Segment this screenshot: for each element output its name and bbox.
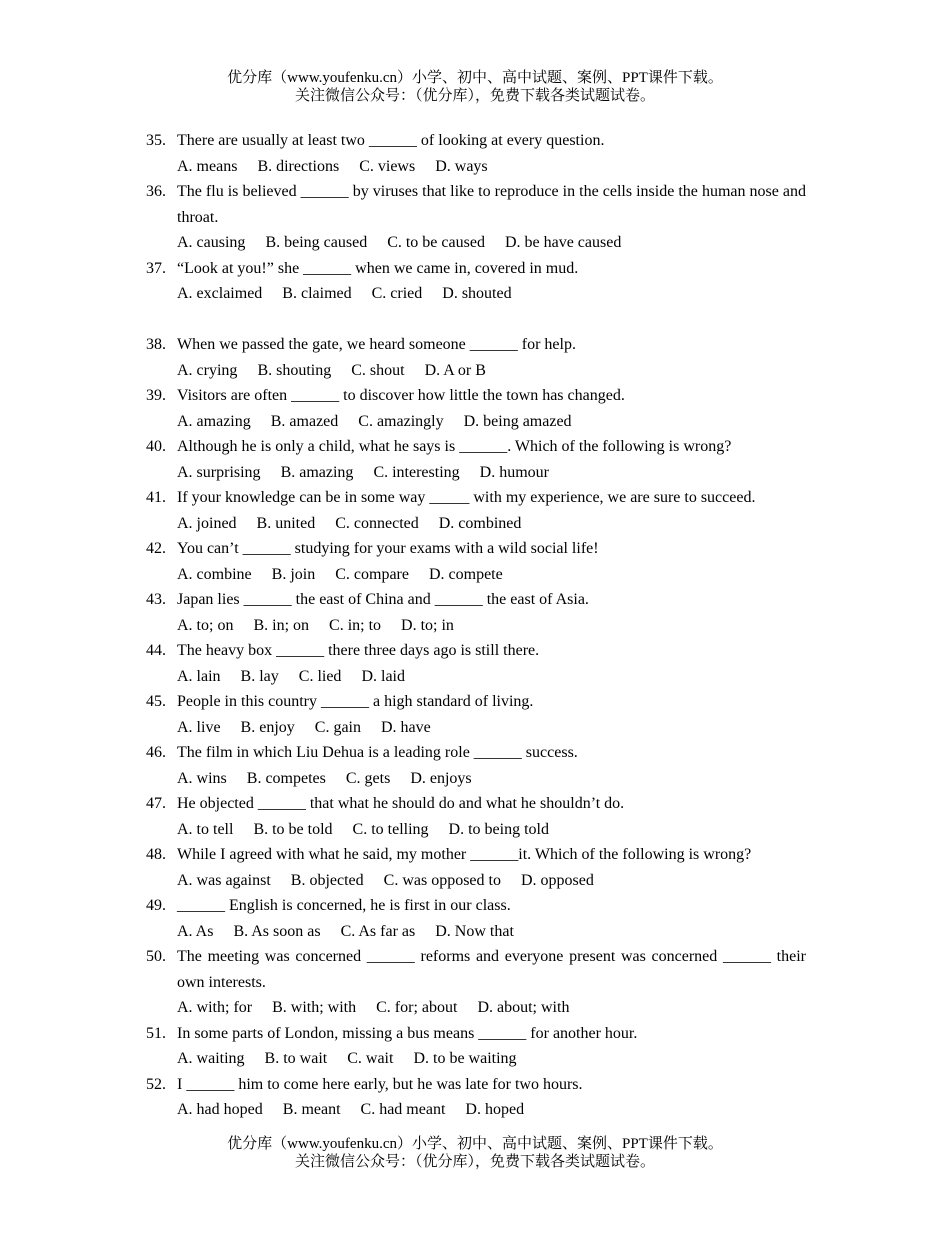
answer-option: B. meant (282, 1101, 341, 1118)
answer-option: C. amazingly (358, 412, 444, 430)
question-number: 40. (146, 438, 166, 455)
question-number: 45. (146, 693, 166, 710)
question-number: 47. (146, 795, 166, 812)
answer-option: C. was opposed to (383, 871, 501, 889)
answer-option: C. wait (347, 1050, 394, 1067)
answer-option: B. united (256, 514, 316, 532)
answer-option: B. lay (240, 667, 279, 685)
question-text: People in this country ______ a high standard of living. (177, 693, 534, 710)
answer-option: A. causing (177, 234, 246, 251)
question-item (146, 689, 806, 740)
answer-option: B. claimed (282, 285, 352, 302)
answer-option: A. surprising (177, 463, 261, 481)
question-stem (146, 740, 806, 766)
question-list (146, 128, 806, 1123)
question-stem (146, 944, 806, 995)
question-item (146, 383, 806, 434)
question-item (146, 638, 806, 689)
question-text: The flu is believed ______ by viruses that like to reproduce in the cells inside the human nose and throat. (177, 183, 806, 226)
question-number: 41. (146, 489, 166, 506)
answer-option: B. enjoy (240, 718, 295, 736)
question-item (146, 179, 806, 256)
question-number: 48. (146, 846, 166, 863)
question-item (146, 740, 806, 791)
page-header (0, 69, 950, 105)
question-stem (146, 256, 806, 282)
footer-line-1: 优分库（www.youfenku.cn）小学、初中、高中试题、案例、PPT课件下载。 (227, 1136, 723, 1152)
question-text: Visitors are often ______ to discover how little the town has changed. (177, 387, 625, 404)
question-item (146, 1072, 806, 1123)
answer-options (146, 1046, 806, 1072)
answer-option: A. crying (177, 361, 238, 379)
question-text: The heavy box ______ there three days ago is still there. (177, 642, 540, 659)
answer-options (146, 409, 806, 435)
question-number: 50. (146, 948, 166, 965)
answer-options (146, 817, 806, 843)
answer-option: C. compare (335, 565, 409, 583)
answer-options (146, 766, 806, 792)
answer-option: C. gets (345, 769, 391, 787)
answer-option: D. humour (479, 463, 549, 481)
answer-option: D. be have caused (504, 234, 622, 251)
question-item (146, 791, 806, 842)
question-text: Although he is only a child, what he says is ______. Which of the following is wrong? (177, 438, 732, 455)
answer-option: D. to; in (401, 616, 454, 634)
answer-option: B. to be told (253, 820, 333, 838)
answer-option: A. was against (177, 871, 271, 889)
question-stem (146, 791, 806, 817)
answer-option: B. being caused (265, 234, 368, 251)
answer-option: A. waiting (177, 1050, 245, 1067)
answer-option: D. ways (435, 157, 488, 175)
question-text: You can’t ______ studying for your exams with a wild social life! (177, 540, 599, 557)
header-line-2: 关注微信公众号：（优分库），免费下载各类试题试卷。 (294, 88, 655, 104)
question-number: 36. (146, 183, 166, 200)
answer-option: A. with; for (177, 999, 253, 1016)
answer-option: C. to telling (352, 820, 429, 838)
answer-option: A. joined (177, 514, 237, 532)
question-item (146, 128, 806, 179)
answer-option: B. in; on (253, 616, 310, 634)
answer-option: B. As soon as (233, 922, 321, 940)
question-item (146, 256, 806, 307)
answer-option: D. shouted (442, 285, 512, 302)
question-stem (146, 689, 806, 715)
answer-option: B. with; with (272, 999, 357, 1016)
answer-option: C. gain (314, 718, 361, 736)
question-stem (146, 128, 806, 154)
question-item (146, 944, 806, 1021)
header-line-1: 优分库（www.youfenku.cn）小学、初中、高中试题、案例、PPT课件下载。 (227, 70, 723, 86)
question-text: In some parts of London, missing a bus means ______ for another hour. (177, 1024, 638, 1042)
question-text: Japan lies ______ the east of China and ______ the east of Asia. (177, 591, 589, 608)
answer-option: D. have (380, 718, 431, 736)
question-text: The meeting was concerned ______ reforms and everyone present was concerned ______ their own interests. (177, 948, 806, 991)
answer-options (146, 460, 806, 486)
question-stem (146, 179, 806, 230)
question-text: There are usually at least two ______ of looking at every question. (177, 132, 605, 149)
answer-option: C. interesting (373, 463, 460, 481)
question-number: 44. (146, 642, 166, 659)
answer-option: B. amazed (270, 412, 339, 430)
question-number: 35. (146, 132, 166, 149)
answer-options (146, 562, 806, 588)
question-number: 52. (146, 1075, 166, 1093)
question-stem (146, 536, 806, 562)
answer-option: B. shouting (257, 361, 332, 379)
answer-option: C. lied (298, 667, 342, 685)
answer-option: C. As far as (340, 922, 416, 940)
answer-option: A. combine (177, 565, 252, 583)
question-number: 39. (146, 387, 166, 404)
answer-option: B. competes (246, 769, 326, 787)
question-stem (146, 383, 806, 409)
answer-option: D. hoped (465, 1101, 525, 1118)
answer-option: D. enjoys (410, 769, 472, 787)
answer-options (146, 358, 806, 384)
question-text: I ______ him to come here early, but he was late for two hours. (177, 1075, 583, 1093)
question-number: 46. (146, 744, 166, 761)
answer-options (146, 919, 806, 945)
answer-option: D. A or B (424, 361, 486, 379)
answer-options (146, 281, 806, 307)
answer-option: C. had meant (360, 1101, 446, 1118)
question-item (146, 1021, 806, 1072)
answer-option: D. opposed (520, 871, 594, 889)
answer-option: A. amazing (177, 412, 251, 430)
answer-options (146, 868, 806, 894)
question-text: ______ English is concerned, he is first in our class. (177, 897, 511, 914)
question-stem (146, 1021, 806, 1047)
question-item (146, 485, 806, 536)
answer-option: D. to being told (448, 820, 549, 838)
answer-option: C. for; about (376, 999, 458, 1016)
question-item (146, 842, 806, 893)
answer-option: A. had hoped (177, 1101, 263, 1118)
question-text: If your knowledge can be in some way _____ with my experience, we are sure to succeed. (177, 489, 756, 506)
answer-option: A. means (177, 157, 238, 175)
answer-option: B. amazing (280, 463, 354, 481)
answer-options (146, 1097, 806, 1123)
answer-options (146, 613, 806, 639)
answer-option: D. compete (428, 565, 503, 583)
answer-option: C. shout (351, 361, 405, 379)
question-stem (146, 485, 806, 511)
answer-option: B. directions (257, 157, 340, 175)
answer-option: C. to be caused (387, 234, 485, 251)
answer-option: A. live (177, 718, 221, 736)
answer-option: A. As (177, 922, 214, 940)
question-number: 38. (146, 336, 166, 353)
question-number: 49. (146, 897, 166, 914)
question-item (146, 587, 806, 638)
question-stem (146, 587, 806, 613)
question-text: When we passed the gate, we heard someone ______ for help. (177, 336, 576, 353)
question-text: While I agreed with what he said, my mother ______it. Which of the following is wrong? (177, 846, 752, 863)
answer-option: D. being amazed (463, 412, 572, 430)
answer-option: D. combined (438, 514, 522, 532)
answer-options (146, 154, 806, 180)
question-item (146, 893, 806, 944)
answer-options (146, 715, 806, 741)
answer-options (146, 230, 806, 256)
question-number: 42. (146, 540, 166, 557)
question-number: 37. (146, 259, 166, 277)
question-item (146, 434, 806, 485)
answer-option: C. cried (371, 285, 423, 302)
answer-option: C. views (359, 157, 416, 175)
answer-option: A. to tell (177, 820, 234, 838)
question-item (146, 332, 806, 383)
answer-option: A. wins (177, 769, 227, 787)
answer-option: B. join (271, 565, 316, 583)
question-text: The film in which Liu Dehua is a leading role ______ success. (177, 744, 578, 761)
answer-options (146, 664, 806, 690)
question-text: He objected ______ that what he should do and what he shouldn’t do. (177, 795, 625, 812)
answer-options (146, 995, 806, 1021)
question-item (146, 536, 806, 587)
answer-option: D. Now that (435, 922, 514, 940)
answer-option: B. to wait (264, 1050, 328, 1067)
answer-option: D. about; with (477, 999, 570, 1016)
answer-option: C. in; to (329, 616, 382, 634)
page-footer (0, 1135, 950, 1171)
question-stem (146, 842, 806, 868)
footer-line-2: 关注微信公众号：（优分库），免费下载各类试题试卷。 (294, 1154, 655, 1170)
answer-option: A. lain (177, 667, 221, 685)
answer-option: A. exclaimed (177, 285, 263, 302)
question-stem (146, 332, 806, 358)
question-number: 43. (146, 591, 166, 608)
answer-option: A. to; on (177, 616, 234, 634)
question-stem (146, 638, 806, 664)
question-stem (146, 434, 806, 460)
answer-option: B. objected (290, 871, 364, 889)
question-stem (146, 1072, 806, 1098)
answer-option: D. laid (361, 667, 405, 685)
question-stem (146, 893, 806, 919)
question-text: “Look at you!” she ______ when we came in, covered in mud. (177, 259, 579, 277)
question-number: 51. (146, 1024, 166, 1042)
answer-options (146, 511, 806, 537)
answer-option: D. to be waiting (413, 1050, 517, 1067)
blank-line (146, 307, 806, 333)
answer-option: C. connected (335, 514, 419, 532)
